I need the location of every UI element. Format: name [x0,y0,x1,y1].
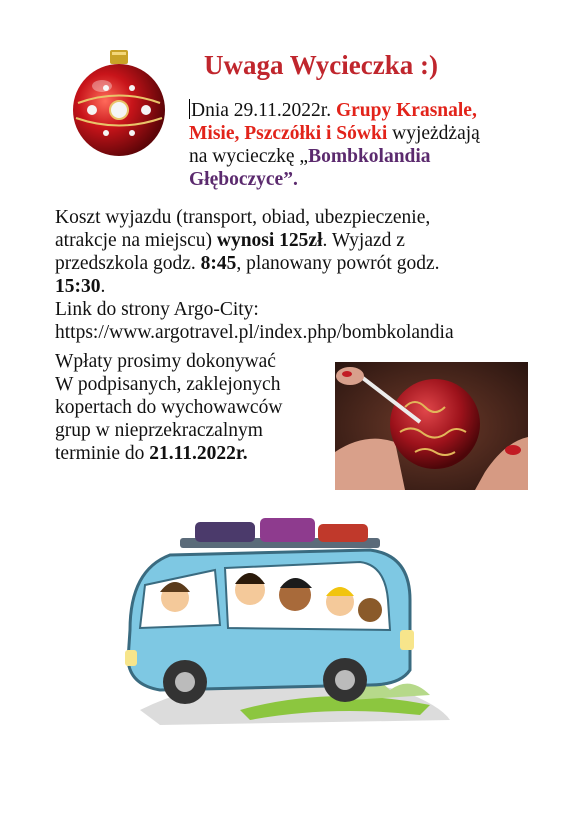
payment-deadline: 21.11.2022r. [149,443,248,464]
cost-text: . Wyjazd z [322,230,405,251]
intro-text: wyjeżdżają [387,123,480,144]
ornament-painting-photo [335,362,528,490]
cost-paragraph [55,206,454,344]
payment-text: kopertach do wychowawców [55,397,283,418]
groups-text: Grupy Krasnale, [335,100,477,121]
return-time: 15:30 [55,276,101,297]
text-cursor [189,99,190,119]
groups-text: Misie, Pszczółki i Sówki [189,123,388,144]
christmas-ornament-image [70,48,170,158]
departure-time: 8:45 [200,253,237,274]
argotravel-link[interactable]: https://www.argotravel.pl/index.php/bombkolandia [55,322,454,343]
cost-amount: wynosi 125zł [216,230,323,251]
cost-text: atrakcje na miejscu) [55,230,217,251]
return-text: . [100,276,106,297]
departure-text: przedszkola godz. [55,253,201,274]
payment-text: Wpłaty prosimy dokonywać [55,351,276,372]
payment-text: W podpisanych, zaklejonych [55,374,281,395]
trip-intro-paragraph [189,99,480,191]
payment-paragraph [55,350,282,465]
page-title: Uwaga Wycieczka :) [204,50,438,80]
cost-text: Koszt wyjazdu (transport, obiad, ubezpieczenie, [55,207,431,228]
bus-illustration [100,510,460,730]
return-text: , planowany powrót godz. [236,253,440,274]
payment-text: grup w nieprzekraczalnym [55,420,263,441]
destination-name: Bombkolandia [308,146,431,167]
intro-text: na wycieczkę „ [189,146,309,167]
destination-name: Głęboczyce”. [189,169,298,190]
payment-text: terminie do [55,443,150,464]
trip-date-text: Dnia 29.11.2022r. [191,100,336,121]
link-label: Link do strony Argo-City: [55,299,259,320]
